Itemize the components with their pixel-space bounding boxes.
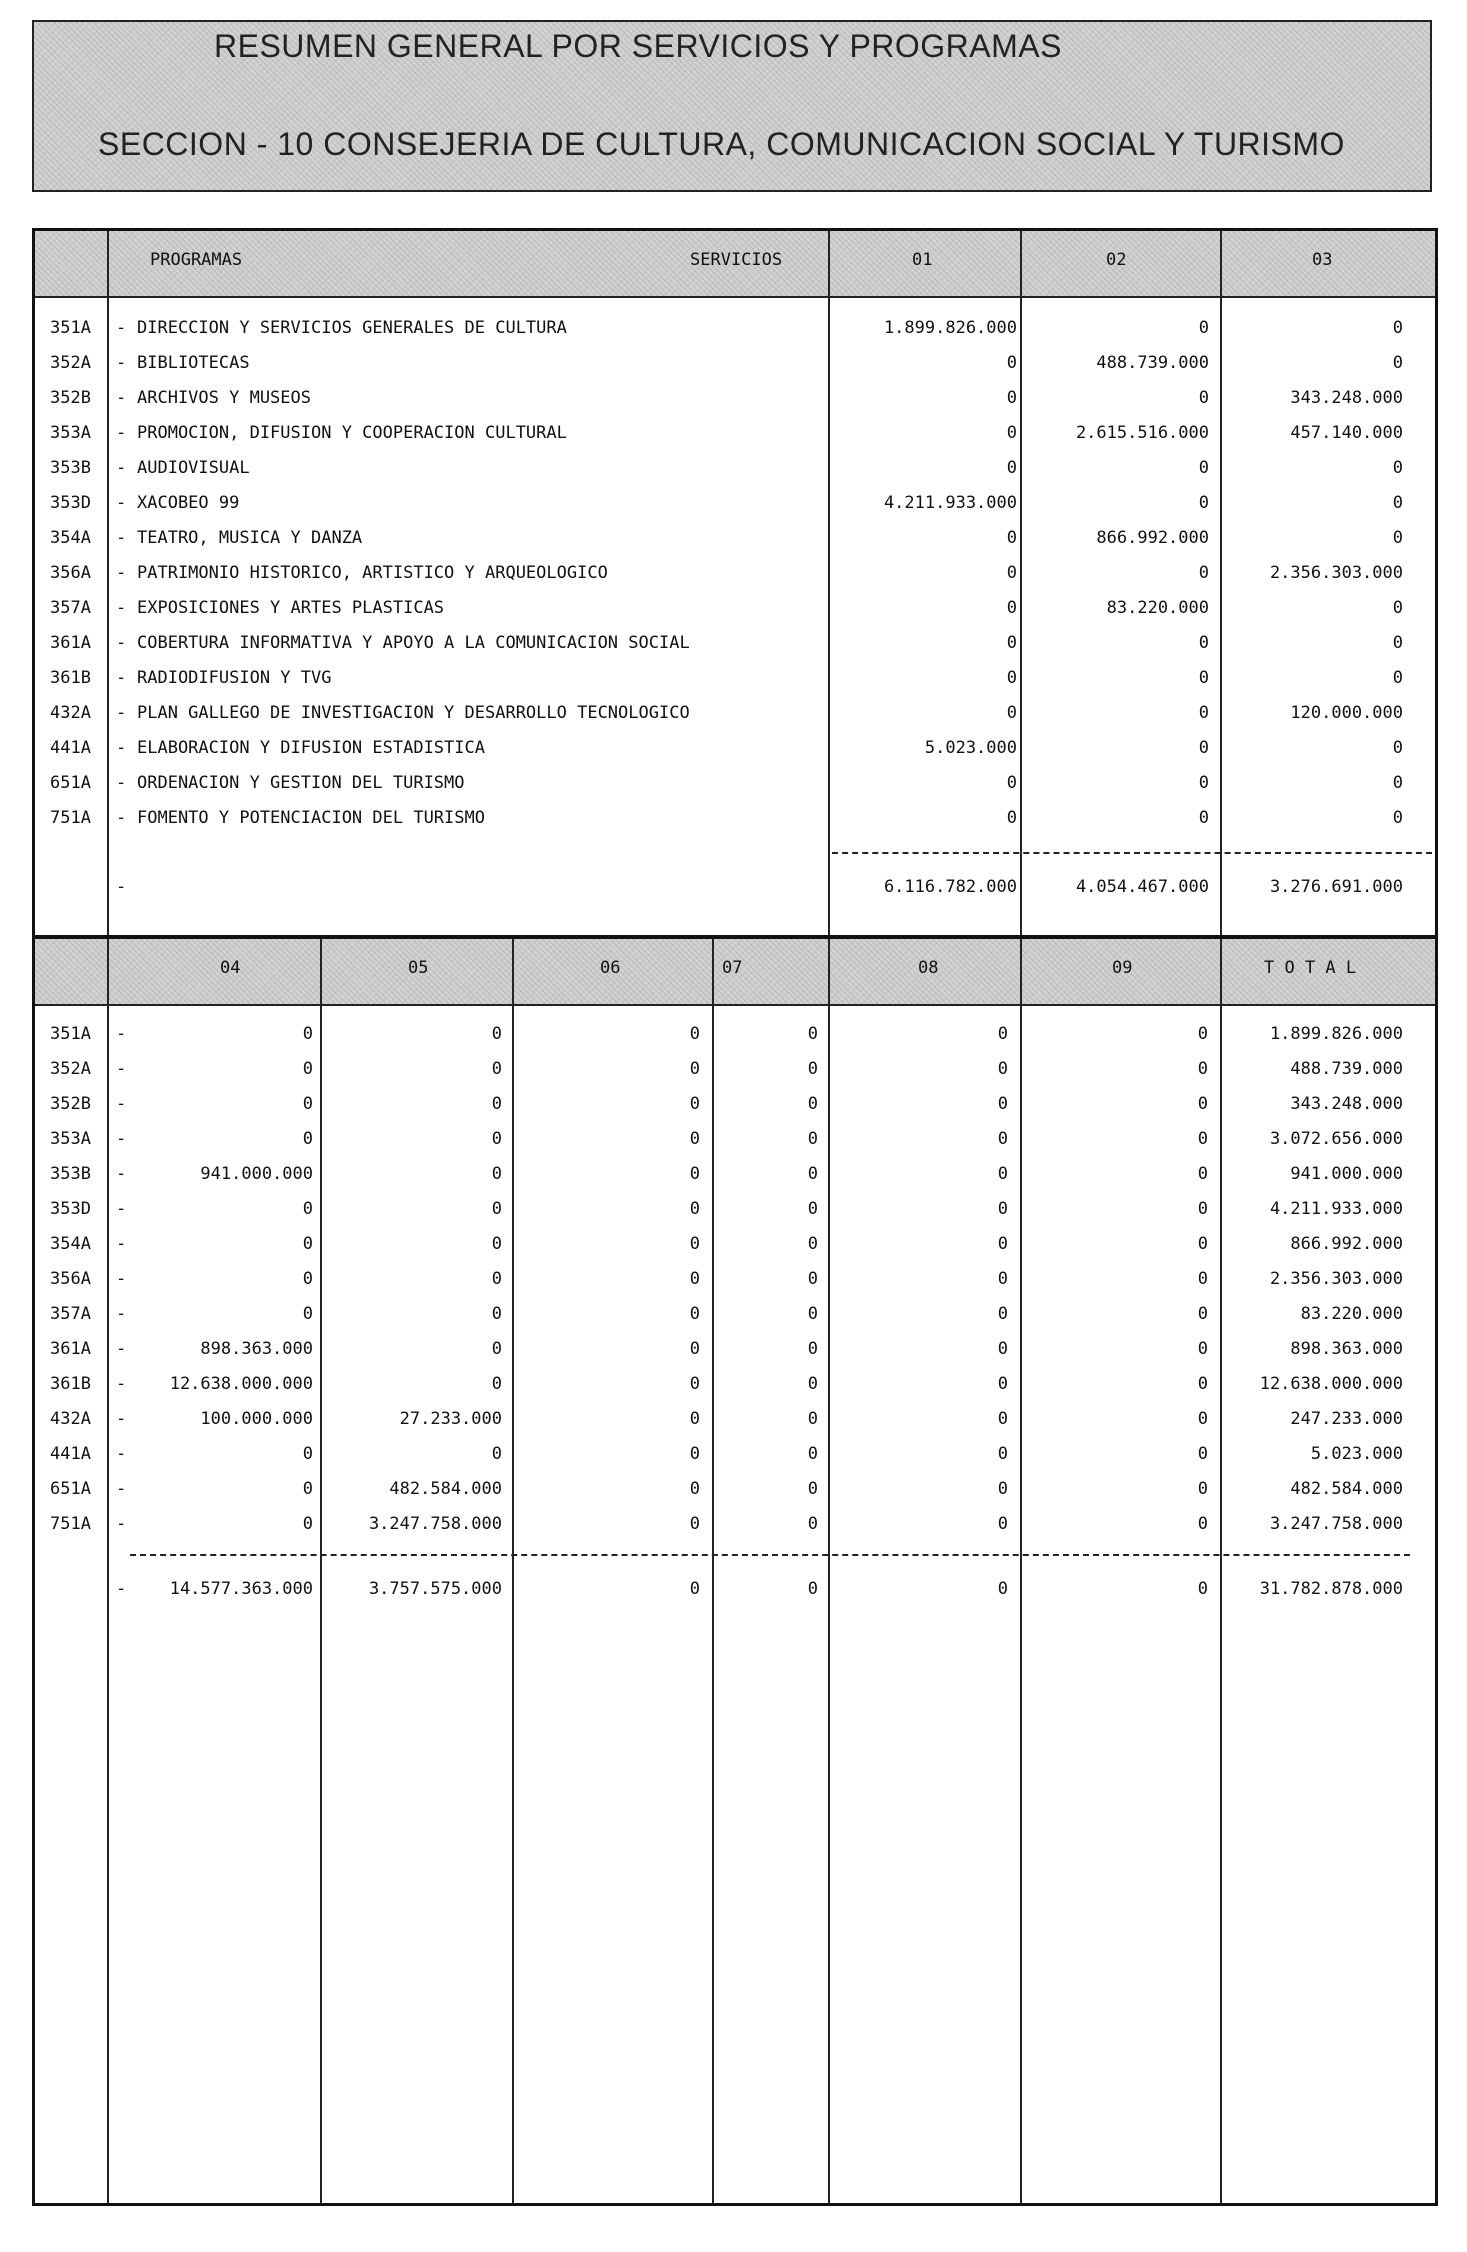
cell-value: 482.584.000 (389, 1479, 502, 1499)
cell-value: 0 (689, 1059, 700, 1079)
program-code: 352B (50, 1094, 91, 1114)
cell-value: 0 (1392, 493, 1403, 513)
col-06-header: 06 (600, 958, 621, 978)
cell-value: 457.140.000 (1290, 423, 1403, 443)
cell-value: 0 (491, 1444, 502, 1464)
program-name: PATRIMONIO HISTORICO, ARTISTICO Y ARQUEOLOGICO (137, 563, 608, 583)
program-code: 361B (50, 668, 91, 688)
program-name: ORDENACION Y GESTION DEL TURISMO (137, 773, 465, 793)
cell-value: 0 (689, 1164, 700, 1184)
cell-value: 343.248.000 (1290, 388, 1403, 408)
cell-value: 0 (1392, 458, 1403, 478)
cell-value: 0 (1006, 668, 1017, 688)
cell-value: 0 (807, 1164, 818, 1184)
header-box (32, 20, 1432, 192)
row-dash: - (116, 493, 127, 513)
col-02-header: 02 (1106, 250, 1127, 270)
program-code: 351A (50, 318, 91, 338)
cell-value: 0 (807, 1409, 818, 1429)
cell-value: 0 (689, 1479, 700, 1499)
program-code: 353B (50, 458, 91, 478)
row-dash: - (116, 1129, 127, 1149)
program-name: XACOBEO 99 (137, 493, 240, 513)
cell-value: 0 (302, 1059, 313, 1079)
row-dash: - (116, 528, 127, 548)
row-dash: - (116, 703, 127, 723)
row-dash: - (116, 1199, 127, 1219)
cell-value: 0 (491, 1059, 502, 1079)
cell-value: 0 (689, 1024, 700, 1044)
cell-value: 941.000.000 (200, 1164, 313, 1184)
cell-value: 0 (302, 1199, 313, 1219)
cell-value: 0 (491, 1129, 502, 1149)
cell-value: 27.233.000 (399, 1409, 502, 1429)
cell-value: 0 (1197, 1129, 1208, 1149)
cell-value: 0 (807, 1129, 818, 1149)
cell-value: 0 (1198, 668, 1209, 688)
row-dash: - (116, 423, 127, 443)
cell-value: 0 (491, 1164, 502, 1184)
program-code: 351A (50, 1024, 91, 1044)
cell-value: 0 (1198, 318, 1209, 338)
cell-value: 0 (689, 1129, 700, 1149)
col-04-header: 04 (220, 958, 241, 978)
row-dash: - (116, 353, 127, 373)
cell-value: 0 (491, 1199, 502, 1219)
cell-value: 0 (689, 1409, 700, 1429)
cell-value: 0 (1198, 493, 1209, 513)
cell-value: 0 (302, 1514, 313, 1534)
program-name: TEATRO, MUSICA Y DANZA (137, 528, 363, 548)
total-value: 6.116.782.000 (883, 877, 1017, 897)
cell-value: 0 (689, 1514, 700, 1534)
program-code: 441A (50, 1444, 91, 1464)
cell-value: 0 (1392, 773, 1403, 793)
cell-value: 0 (1198, 808, 1209, 828)
table2-col09-divider (1220, 939, 1222, 2203)
total-value: 0 (997, 1579, 1008, 1599)
cell-value: 0 (1197, 1409, 1208, 1429)
program-code: 353A (50, 423, 91, 443)
cell-value: 0 (689, 1199, 700, 1219)
program-code: 356A (50, 1269, 91, 1289)
program-code: 361B (50, 1374, 91, 1394)
row-dash: - (116, 1164, 127, 1184)
cell-value: 0 (491, 1024, 502, 1044)
program-name: COBERTURA INFORMATIVA Y APOYO A LA COMUNICACION SOCIAL (137, 633, 690, 653)
table2-frame (32, 936, 1438, 2206)
cell-value: 0 (491, 1269, 502, 1289)
program-name: BIBLIOTECAS (137, 353, 250, 373)
total-value: 0 (689, 1579, 700, 1599)
table1-header-divider (35, 296, 1435, 298)
row-dash: - (116, 388, 127, 408)
cell-value: 0 (1392, 808, 1403, 828)
col-total-header: T O T A L (1264, 958, 1357, 978)
cell-value: 0 (1197, 1339, 1208, 1359)
total-value: 3.276.691.000 (1269, 877, 1403, 897)
program-name: ELABORACION Y DIFUSION ESTADISTICA (137, 738, 485, 758)
program-code: 353B (50, 1164, 91, 1184)
section-title: SECCION - 10 CONSEJERIA DE CULTURA, COMUNICACION SOCIAL Y TURISMO (98, 126, 1345, 162)
cell-value: 0 (689, 1444, 700, 1464)
cell-value: 12.638.000.000 (1259, 1374, 1403, 1394)
row-dash: - (116, 1269, 127, 1289)
cell-value: 0 (1198, 388, 1209, 408)
program-code: 441A (50, 738, 91, 758)
program-code: 751A (50, 808, 91, 828)
cell-value: 0 (302, 1129, 313, 1149)
program-name: PROMOCION, DIFUSION Y COOPERACION CULTURAL (137, 423, 567, 443)
cell-value: 898.363.000 (200, 1339, 313, 1359)
cell-value: 0 (689, 1269, 700, 1289)
program-code: 432A (50, 1409, 91, 1429)
cell-value: 1.899.826.000 (1269, 1024, 1403, 1044)
cell-value: 0 (1197, 1479, 1208, 1499)
cell-value: 0 (997, 1304, 1008, 1324)
row-dash: - (116, 1444, 127, 1464)
row-dash: - (116, 1234, 127, 1254)
cell-value: 0 (1392, 353, 1403, 373)
cell-value: 0 (1006, 633, 1017, 653)
cell-value: 0 (1006, 563, 1017, 583)
cell-value: 100.000.000 (200, 1409, 313, 1429)
total-value: 31.782.878.000 (1259, 1579, 1403, 1599)
cell-value: 0 (1392, 738, 1403, 758)
col-09-header: 09 (1112, 958, 1133, 978)
cell-value: 0 (1197, 1164, 1208, 1184)
cell-value: 0 (807, 1234, 818, 1254)
cell-value: 2.356.303.000 (1269, 1269, 1403, 1289)
cell-value: 0 (491, 1304, 502, 1324)
total-value: 14.577.363.000 (169, 1579, 313, 1599)
cell-value: 0 (302, 1479, 313, 1499)
row-dash: - (116, 738, 127, 758)
cell-value: 5.023.000 (1310, 1444, 1403, 1464)
total-value: 4.054.467.000 (1075, 877, 1209, 897)
cell-value: 0 (302, 1024, 313, 1044)
cell-value: 0 (997, 1199, 1008, 1219)
total-value: 3.757.575.000 (368, 1579, 502, 1599)
row-dash: - (116, 1094, 127, 1114)
cell-value: 12.638.000.000 (169, 1374, 313, 1394)
cell-value: 0 (997, 1339, 1008, 1359)
cell-value: 0 (302, 1094, 313, 1114)
cell-value: 0 (491, 1234, 502, 1254)
cell-value: 3.072.656.000 (1269, 1129, 1403, 1149)
row-dash: - (116, 1339, 127, 1359)
program-code: 356A (50, 563, 91, 583)
cell-value: 0 (302, 1234, 313, 1254)
cell-value: 0 (1197, 1094, 1208, 1114)
row-dash: - (116, 1304, 127, 1324)
cell-value: 120.000.000 (1290, 703, 1403, 723)
cell-value: 0 (997, 1129, 1008, 1149)
cell-value: 0 (997, 1409, 1008, 1429)
row-dash: - (116, 1374, 127, 1394)
cell-value: 0 (689, 1339, 700, 1359)
cell-value: 5.023.000 (924, 738, 1017, 758)
cell-value: 4.211.933.000 (1269, 1199, 1403, 1219)
row-dash: - (116, 1024, 127, 1044)
program-code: 751A (50, 1514, 91, 1534)
cell-value: 247.233.000 (1290, 1409, 1403, 1429)
program-code: 352B (50, 388, 91, 408)
cell-value: 0 (997, 1094, 1008, 1114)
cell-value: 0 (1197, 1304, 1208, 1324)
program-code: 352A (50, 353, 91, 373)
col-01-header: 01 (912, 250, 933, 270)
cell-value: 0 (807, 1269, 818, 1289)
col-07-header: 07 (722, 958, 743, 978)
cell-value: 488.739.000 (1290, 1059, 1403, 1079)
cell-value: 83.220.000 (1300, 1304, 1403, 1324)
cell-value: 0 (302, 1269, 313, 1289)
table1-totals-separator (832, 852, 1432, 854)
row-dash: - (116, 598, 127, 618)
row-dash: - (116, 1479, 127, 1499)
program-code: 432A (50, 703, 91, 723)
cell-value: 0 (1197, 1374, 1208, 1394)
cell-value: 0 (689, 1304, 700, 1324)
cell-value: 2.356.303.000 (1269, 563, 1403, 583)
table2-header-divider (35, 1004, 1435, 1006)
cell-value: 0 (807, 1024, 818, 1044)
cell-value: 3.247.758.000 (368, 1514, 502, 1534)
cell-value: 4.211.933.000 (883, 493, 1017, 513)
cell-value: 0 (807, 1514, 818, 1534)
program-code: 352A (50, 1059, 91, 1079)
cell-value: 0 (997, 1479, 1008, 1499)
cell-value: 898.363.000 (1290, 1339, 1403, 1359)
row-dash: - (116, 318, 127, 338)
program-name: AUDIOVISUAL (137, 458, 250, 478)
cell-value: 0 (807, 1339, 818, 1359)
row-dash: - (116, 1059, 127, 1079)
cell-value: 0 (1006, 423, 1017, 443)
col-05-header: 05 (408, 958, 429, 978)
cell-value: 0 (997, 1444, 1008, 1464)
row-dash: - (116, 808, 127, 828)
cell-value: 2.615.516.000 (1075, 423, 1209, 443)
cell-value: 0 (1392, 668, 1403, 688)
totals-dash: - (116, 1579, 127, 1599)
program-code: 357A (50, 1304, 91, 1324)
col-programas-header: PROGRAMAS (150, 250, 243, 270)
cell-value: 0 (807, 1444, 818, 1464)
program-name: PLAN GALLEGO DE INVESTIGACION Y DESARROLLO TECNOLOGICO (137, 703, 690, 723)
row-dash: - (116, 633, 127, 653)
cell-value: 0 (1197, 1199, 1208, 1219)
cell-value: 0 (689, 1374, 700, 1394)
cell-value: 0 (1198, 773, 1209, 793)
program-code: 651A (50, 773, 91, 793)
cell-value: 343.248.000 (1290, 1094, 1403, 1114)
col-08-header: 08 (918, 958, 939, 978)
cell-value: 0 (997, 1514, 1008, 1534)
cell-value: 0 (689, 1234, 700, 1254)
cell-value: 0 (1392, 633, 1403, 653)
cell-value: 0 (807, 1059, 818, 1079)
cell-value: 0 (997, 1234, 1008, 1254)
program-name: EXPOSICIONES Y ARTES PLASTICAS (137, 598, 445, 618)
cell-value: 0 (491, 1339, 502, 1359)
cell-value: 0 (1006, 808, 1017, 828)
program-name: RADIODIFUSION Y TVG (137, 668, 332, 688)
program-name: DIRECCION Y SERVICIOS GENERALES DE CULTURA (137, 318, 567, 338)
cell-value: 0 (1197, 1444, 1208, 1464)
table2-col08-divider (1020, 939, 1022, 2203)
cell-value: 0 (807, 1374, 818, 1394)
cell-value: 0 (997, 1269, 1008, 1289)
program-code: 354A (50, 528, 91, 548)
program-code: 651A (50, 1479, 91, 1499)
table2-totals-separator (130, 1554, 1410, 1556)
program-code: 361A (50, 1339, 91, 1359)
program-code: 353D (50, 1199, 91, 1219)
cell-value: 0 (1197, 1514, 1208, 1534)
cell-value: 0 (302, 1444, 313, 1464)
row-dash: - (116, 668, 127, 688)
program-code: 357A (50, 598, 91, 618)
cell-value: 0 (1198, 563, 1209, 583)
cell-value: 0 (491, 1374, 502, 1394)
row-dash: - (116, 563, 127, 583)
cell-value: 0 (1198, 703, 1209, 723)
cell-value: 482.584.000 (1290, 1479, 1403, 1499)
cell-value: 0 (997, 1059, 1008, 1079)
cell-value: 0 (491, 1094, 502, 1114)
cell-value: 0 (807, 1304, 818, 1324)
cell-value: 0 (1392, 528, 1403, 548)
program-name: ARCHIVOS Y MUSEOS (137, 388, 311, 408)
cell-value: 83.220.000 (1106, 598, 1209, 618)
cell-value: 0 (1392, 598, 1403, 618)
cell-value: 0 (997, 1024, 1008, 1044)
col-03-header: 03 (1312, 250, 1333, 270)
cell-value: 0 (1197, 1234, 1208, 1254)
cell-value: 0 (1006, 388, 1017, 408)
cell-value: 0 (997, 1164, 1008, 1184)
cell-value: 0 (997, 1374, 1008, 1394)
cell-value: 0 (689, 1094, 700, 1114)
program-code: 353A (50, 1129, 91, 1149)
cell-value: 0 (1198, 458, 1209, 478)
cell-value: 866.992.000 (1290, 1234, 1403, 1254)
cell-value: 0 (1006, 703, 1017, 723)
cell-value: 0 (302, 1304, 313, 1324)
cell-value: 866.992.000 (1096, 528, 1209, 548)
program-code: 353D (50, 493, 91, 513)
cell-value: 0 (1197, 1059, 1208, 1079)
row-dash: - (116, 773, 127, 793)
cell-value: 488.739.000 (1096, 353, 1209, 373)
table2-col05-divider (512, 939, 514, 2203)
cell-value: 0 (1006, 528, 1017, 548)
cell-value: 1.899.826.000 (883, 318, 1017, 338)
cell-value: 0 (1006, 458, 1017, 478)
cell-value: 0 (1006, 773, 1017, 793)
program-name: FOMENTO Y POTENCIACION DEL TURISMO (137, 808, 485, 828)
cell-value: 0 (1198, 633, 1209, 653)
cell-value: 0 (807, 1479, 818, 1499)
cell-value: 0 (1197, 1024, 1208, 1044)
row-dash: - (116, 1409, 127, 1429)
row-dash: - (116, 458, 127, 478)
cell-value: 0 (807, 1094, 818, 1114)
col-servicios-header: SERVICIOS (690, 250, 783, 270)
cell-value: 0 (1392, 318, 1403, 338)
cell-value: 0 (1006, 353, 1017, 373)
total-value: 0 (1197, 1579, 1208, 1599)
totals-dash: - (116, 877, 127, 897)
cell-value: 0 (1197, 1269, 1208, 1289)
cell-value: 0 (807, 1199, 818, 1219)
cell-value: 941.000.000 (1290, 1164, 1403, 1184)
total-value: 0 (807, 1579, 818, 1599)
cell-value: 3.247.758.000 (1269, 1514, 1403, 1534)
page-title: RESUMEN GENERAL POR SERVICIOS Y PROGRAMAS (214, 28, 1062, 64)
cell-value: 0 (1006, 598, 1017, 618)
row-dash: - (116, 1514, 127, 1534)
program-code: 361A (50, 633, 91, 653)
program-code: 354A (50, 1234, 91, 1254)
cell-value: 0 (1198, 738, 1209, 758)
